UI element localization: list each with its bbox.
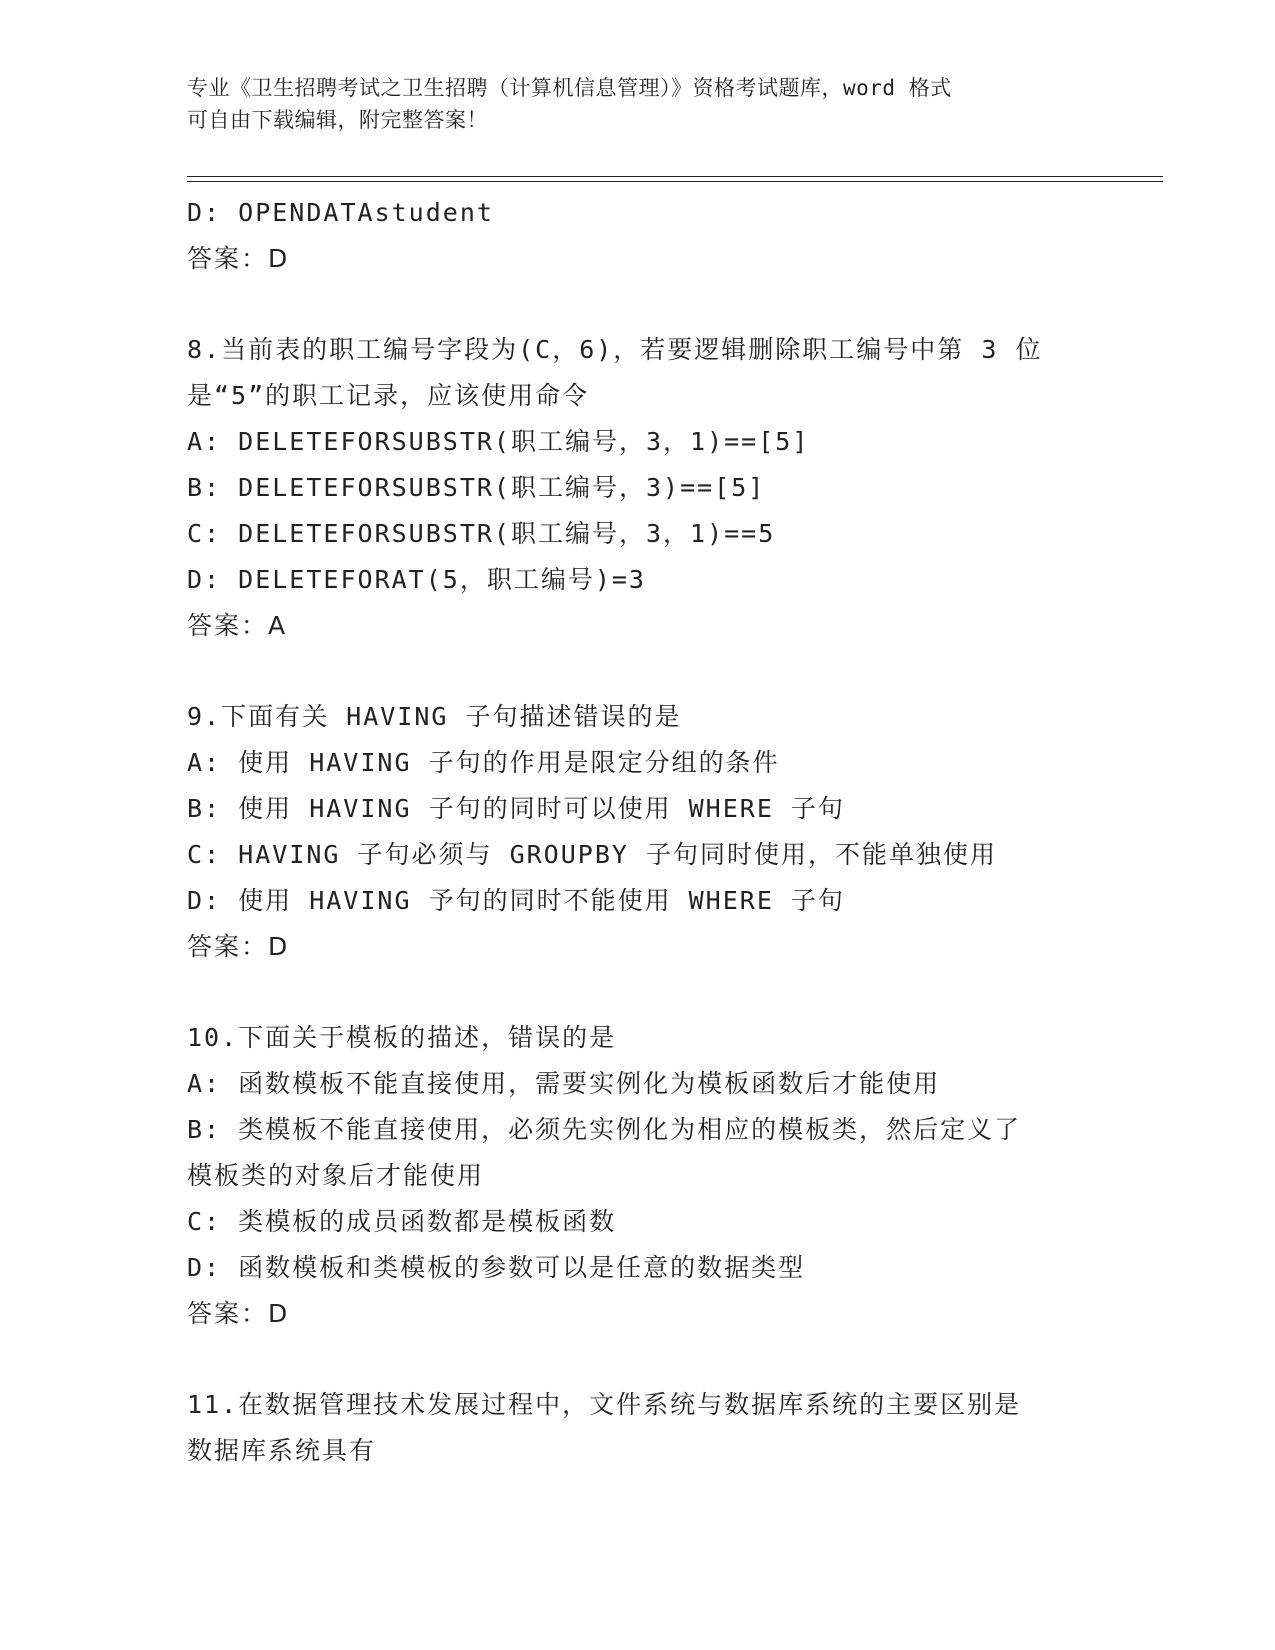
question-8 [187, 327, 1087, 649]
option-b: B: 使用 HAVING 子句的同时可以使用 WHERE 子句 [187, 794, 845, 823]
question-11 [187, 1382, 1087, 1474]
option-a: A: 函数模板不能直接使用，需要实例化为模板函数后才能使用 [187, 1069, 941, 1098]
answer-label: 答案：A [187, 611, 288, 640]
question-list [187, 190, 1087, 1474]
option-b-continued: 模板类的对象后才能使用 [187, 1161, 485, 1190]
question-10 [187, 1015, 1087, 1337]
option-d: D: 函数模板和类模板的参数可以是任意的数据类型 [187, 1253, 806, 1282]
option-d: D: 使用 HAVING 予句的同时不能使用 WHERE 子句 [187, 886, 845, 915]
header-line-2: 可自由下载编辑，附完整答案！ [187, 108, 488, 132]
question-stem: 9.下面有关 HAVING 子句描述错误的是 [187, 702, 682, 731]
question-stem-continued: 是“5”的职工记录，应该使用命令 [187, 381, 590, 410]
spacer [187, 1337, 1087, 1382]
option-a: A: 使用 HAVING 子句的作用是限定分组的条件 [187, 748, 780, 777]
answer-label: 答案：D [187, 1299, 290, 1328]
question-stem: 11.在数据管理技术发展过程中，文件系统与数据库系统的主要区别是 [187, 1390, 1022, 1419]
question-9 [187, 694, 1087, 970]
spacer [187, 970, 1087, 1015]
header-line-1: 专业《卫生招聘考试之卫生招聘（计算机信息管理）》资格考试题库，word 格式 [187, 76, 952, 100]
question-stem: 8.当前表的职工编号字段为(C，6)，若要逻辑删除职工编号中第 3 位 [187, 335, 1043, 364]
option-d: D: DELETEFORAT(5，职工编号)=3 [187, 565, 646, 594]
answer-label: 答案：D [187, 932, 290, 961]
spacer [187, 282, 1087, 327]
option-b: B: 类模板不能直接使用，必须先实例化为相应的模板类，然后定义了 [187, 1115, 1022, 1144]
document-header [187, 72, 1067, 136]
option-c: C: DELETEFORSUBSTR(职工编号，3，1)==5 [187, 519, 776, 548]
option-c: C: 类模板的成员函数都是模板函数 [187, 1207, 617, 1236]
question-7-tail [187, 190, 1087, 282]
option-d: D: OPENDATAstudent [187, 198, 494, 227]
spacer [187, 649, 1087, 694]
option-c: C: HAVING 子句必须与 GROUPBY 子句同时使用，不能单独使用 [187, 840, 997, 869]
option-a: A: DELETEFORSUBSTR(职工编号，3，1)==[5] [187, 427, 810, 456]
header-divider [187, 176, 1163, 182]
answer-label: 答案：D [187, 244, 290, 273]
question-stem-continued: 数据库系统具有 [187, 1436, 377, 1465]
option-b: B: DELETEFORSUBSTR(职工编号，3)==[5] [187, 473, 766, 502]
question-stem: 10.下面关于模板的描述，错误的是 [187, 1023, 617, 1052]
